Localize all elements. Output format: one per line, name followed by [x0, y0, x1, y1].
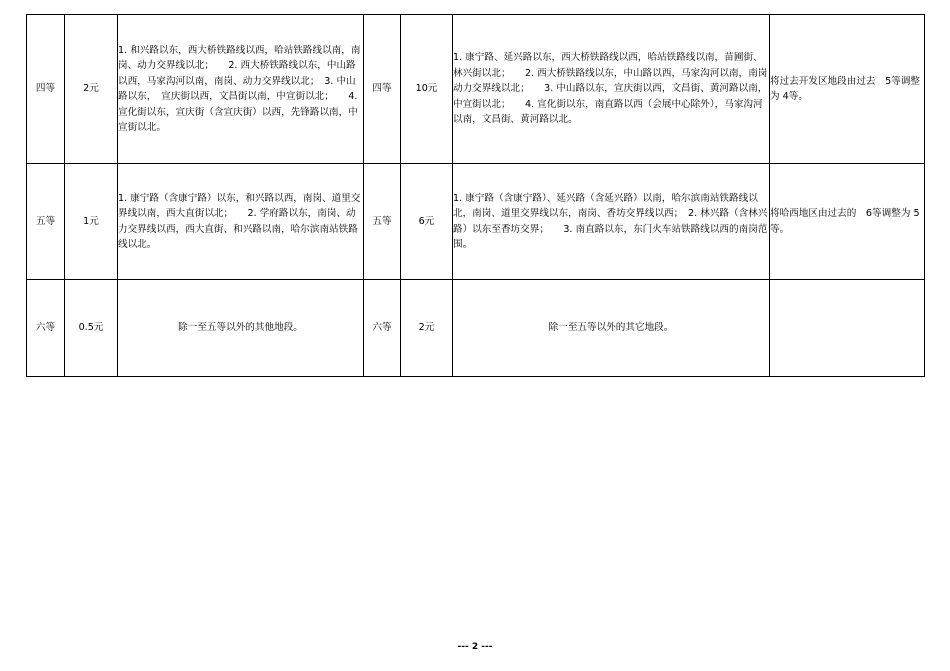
new-area-description: 1. 康宁路、延兴路以东，西大桥铁路线以西，哈站铁路线以南，苗圃街、林兴街以北； 2. 西大桥铁路线以东，中山路以西，马家沟河以南，南岗动力交界线以北； 3. 中山路以东，宣庆街以西，文昌街、黄河路以南，中宣街以北； 4. 宣化街以东，南直路以西（会展中心除外），马家沟河以南，文昌街、黄河路以北。 [453, 15, 770, 164]
new-area-description: 除一至五等以外的其它地段。 [453, 280, 770, 377]
new-grade-cell: 六等 [364, 280, 401, 377]
table-row [27, 280, 925, 377]
new-price-cell: 2元 [401, 280, 453, 377]
old-area-description: 除一至五等以外的其他地段。 [118, 280, 364, 377]
new-price-cell: 10元 [401, 15, 453, 164]
old-grade-cell: 六等 [27, 280, 65, 377]
old-price-cell: 2元 [65, 15, 118, 164]
old-price-cell: 1元 [65, 164, 118, 280]
old-grade-cell: 五等 [27, 164, 65, 280]
old-grade-cell: 四等 [27, 15, 65, 164]
new-price-cell: 6元 [401, 164, 453, 280]
adjustment-note: 将过去开发区地段由过去 5等调整为 4等。 [770, 15, 925, 164]
new-grade-cell: 四等 [364, 15, 401, 164]
table-row [27, 15, 925, 164]
adjustment-note [770, 280, 925, 377]
new-area-description: 1. 康宁路（含康宁路）、延兴路（含延兴路）以南，哈尔滨南站铁路线以北，南岗、道里交界线以东，南岗、香坊交界线以西； 2. 林兴路（含林兴路）以东至香坊交界； 3. 南直路以东，东门火车站铁路线以西的南岗范围。 [453, 164, 770, 280]
old-price-cell: 0.5元 [65, 280, 118, 377]
new-grade-cell: 五等 [364, 164, 401, 280]
land-grade-table [26, 14, 925, 377]
page-number: --- 2 --- [457, 642, 493, 652]
adjustment-note: 将哈西地区由过去的 6等调整为 5等。 [770, 164, 925, 280]
old-area-description: 1. 和兴路以东，西大桥铁路线以西，哈站铁路线以南，南岗、动力交界线以北； 2. 西大桥铁路线以东，中山路以西，马家沟河以南，南岗、动力交界线以北； 3. 中山路以东， 宣庆街以西，文昌街以南，中宣街以北； 4. 宣化街以东，宣庆街（含宣庆街）以西，先锋路以南，中宣街以北。 [118, 15, 364, 164]
table-row [27, 164, 925, 280]
old-area-description: 1. 康宁路（含康宁路）以东，和兴路以西，南岗、道里交界线以南，西大直街以北； 2. 学府路以东，南岗、动力交界线以西，西大直街、和兴路以南，哈尔滨南站铁路线以北。 [118, 164, 364, 280]
